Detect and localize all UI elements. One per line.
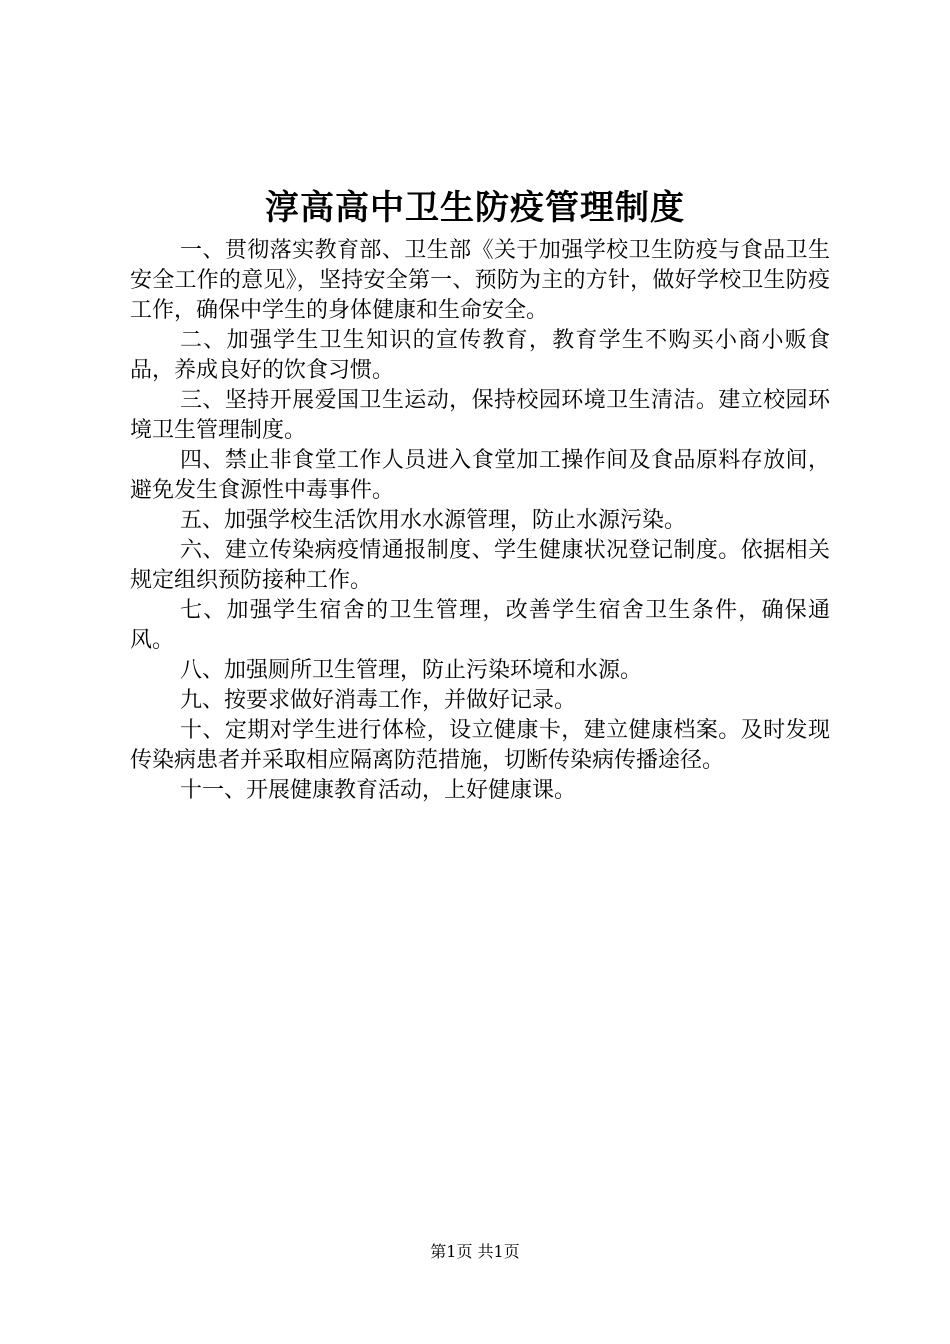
paragraph-8: 八、加强厕所卫生管理，防止污染环境和水源。 — [180, 658, 643, 683]
paragraph-7: 七、加强学生宿舍的卫生管理，改善学生宿舍卫生条件，确保通风。 — [130, 598, 830, 653]
page-footer: 第1页 共1页 — [430, 1242, 520, 1261]
paragraph-10: 十、定期对学生进行体检，设立健康卡，建立健康档案。及时发现传染病患者并采取相应隔离防范措施，切断传染病传播途径。 — [130, 718, 830, 773]
paragraph-1: 一、贯彻落实教育部、卫生部《关于加强学校卫生防疫与食品卫生安全工作的意见》，坚持安全第一、预防为主的方针，做好学校卫生防疫工作，确保中学生的身体健康和生命安全。 — [130, 238, 830, 323]
paragraph-2: 二、加强学生卫生知识的宣传教育，教育学生不购买小商小贩食品，养成良好的饮食习惯。 — [130, 328, 830, 383]
paragraph-4: 四、禁止非食堂工作人员进入食堂加工操作间及食品原料存放间，避免发生食源性中毒事件。 — [130, 448, 830, 503]
document-body — [130, 236, 830, 806]
paragraph-5: 五、加强学校生活饮用水水源管理，防止水源污染。 — [180, 508, 687, 533]
paragraph-6: 六、建立传染病疫情通报制度、学生健康状况登记制度。依据相关规定组织预防接种工作。 — [130, 538, 830, 593]
paragraph-11: 十一、开展健康教育活动，上好健康课。 — [180, 778, 577, 803]
paragraph-9: 九、按要求做好消毒工作，并做好记录。 — [180, 688, 577, 713]
document-title: 淳高高中卫生防疫管理制度 — [265, 188, 685, 228]
paragraph-3: 三、坚持开展爱国卫生运动，保持校园环境卫生清洁。建立校园环境卫生管理制度。 — [130, 388, 830, 443]
